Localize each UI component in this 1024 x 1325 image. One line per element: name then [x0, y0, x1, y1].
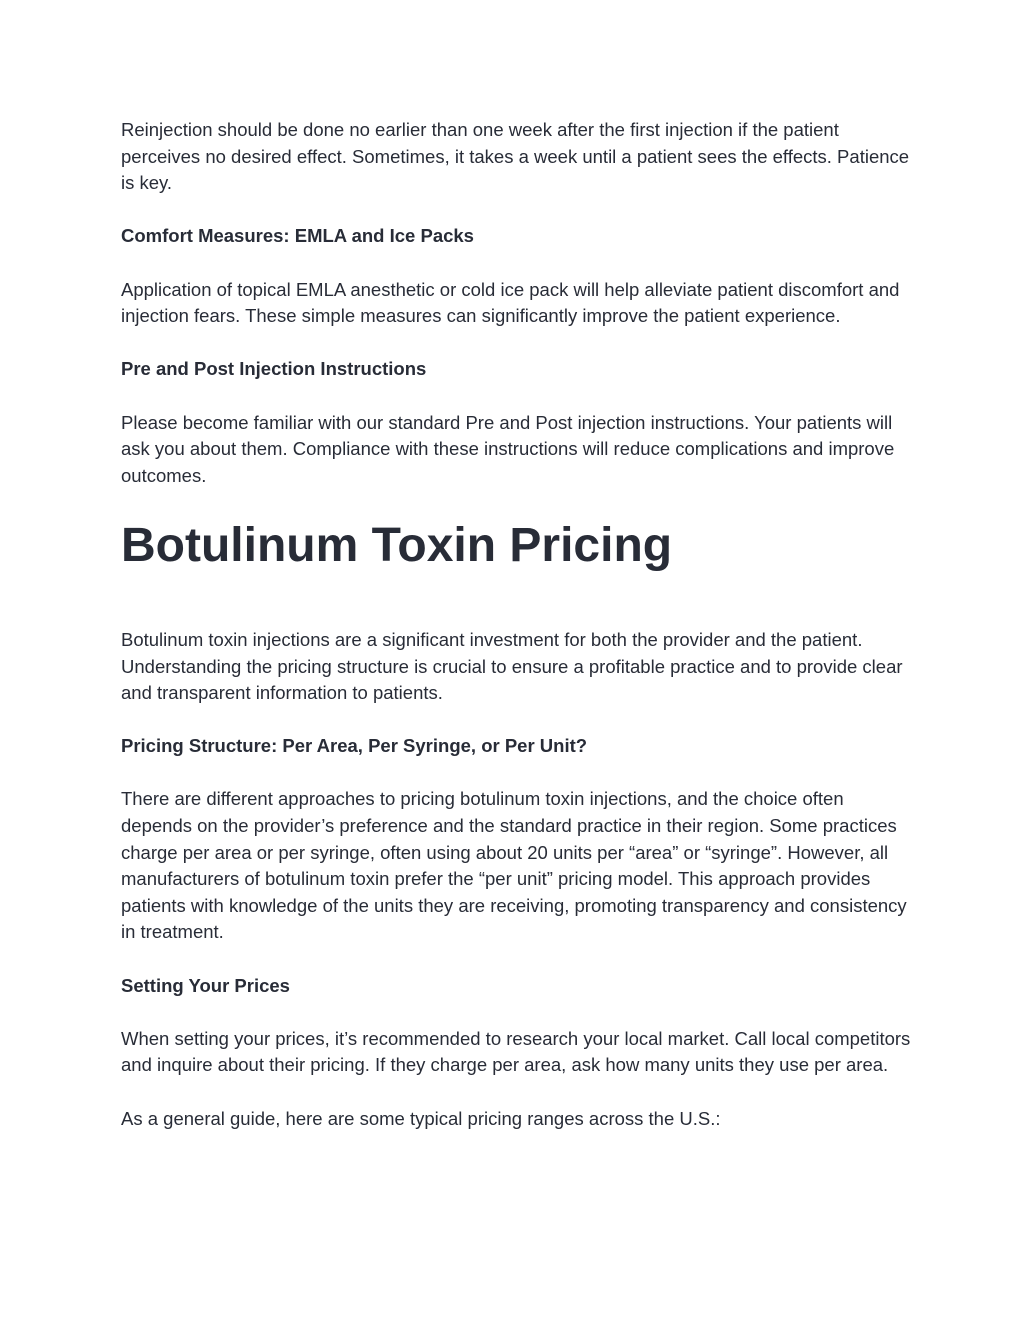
heading-pre-post-instructions: Pre and Post Injection Instructions	[121, 358, 427, 380]
paragraph-pricing-intro: Botulinum toxin injections are a significant investment for both the provider and the patient. Understanding the pricing structure is crucial to ensure a profitable practice and to provide clear and transparent information to patients.	[121, 628, 903, 704]
heading-setting-prices: Setting Your Prices	[121, 974, 290, 996]
paragraph-reinjection: Reinjection should be done no earlier than one week after the first injection if the patient perceives no desired effect. Sometimes, it takes a week until a patient sees the effects. Patience is key.	[121, 119, 910, 194]
paragraph-pricing-structure: There are different approaches to pricing botulinum toxin injections, and the choice often depends on the provider’s preference and the standard practice in their region. Some practices charge per area or per syringe, often using about 20 units per “area” or “syringe”. However, all manufacturers of botulinum toxin prefer the “per unit” pricing model. This approach provides patients with knowledge of the units they are receiving, promoting transparency and consistency in treatment.	[121, 788, 907, 943]
document-page	[121, 117, 911, 1159]
paragraph-instructions: Please become familiar with our standard Pre and Post injection instructions. Your patients will ask you about them. Compliance with these instructions will reduce complications and improve outcomes.	[121, 411, 895, 486]
page-title: Botulinum Toxin Pricing	[121, 518, 673, 572]
heading-pricing-structure: Pricing Structure: Per Area, Per Syringe, or Per Unit?	[121, 735, 588, 757]
paragraph-setting-prices: When setting your prices, it’s recommended to research your local market. Call local competitors and inquire about their pricing. If they charge per area, ask how many units they use per area.	[121, 1027, 911, 1076]
paragraph-pricing-guide: As a general guide, here are some typical pricing ranges across the U.S.:	[121, 1107, 721, 1129]
heading-comfort-measures: Comfort Measures: EMLA and Ice Packs	[121, 225, 474, 247]
paragraph-comfort: Application of topical EMLA anesthetic or cold ice pack will help alleviate patient discomfort and injection fears. These simple measures can significantly improve the patient experience.	[121, 278, 900, 327]
